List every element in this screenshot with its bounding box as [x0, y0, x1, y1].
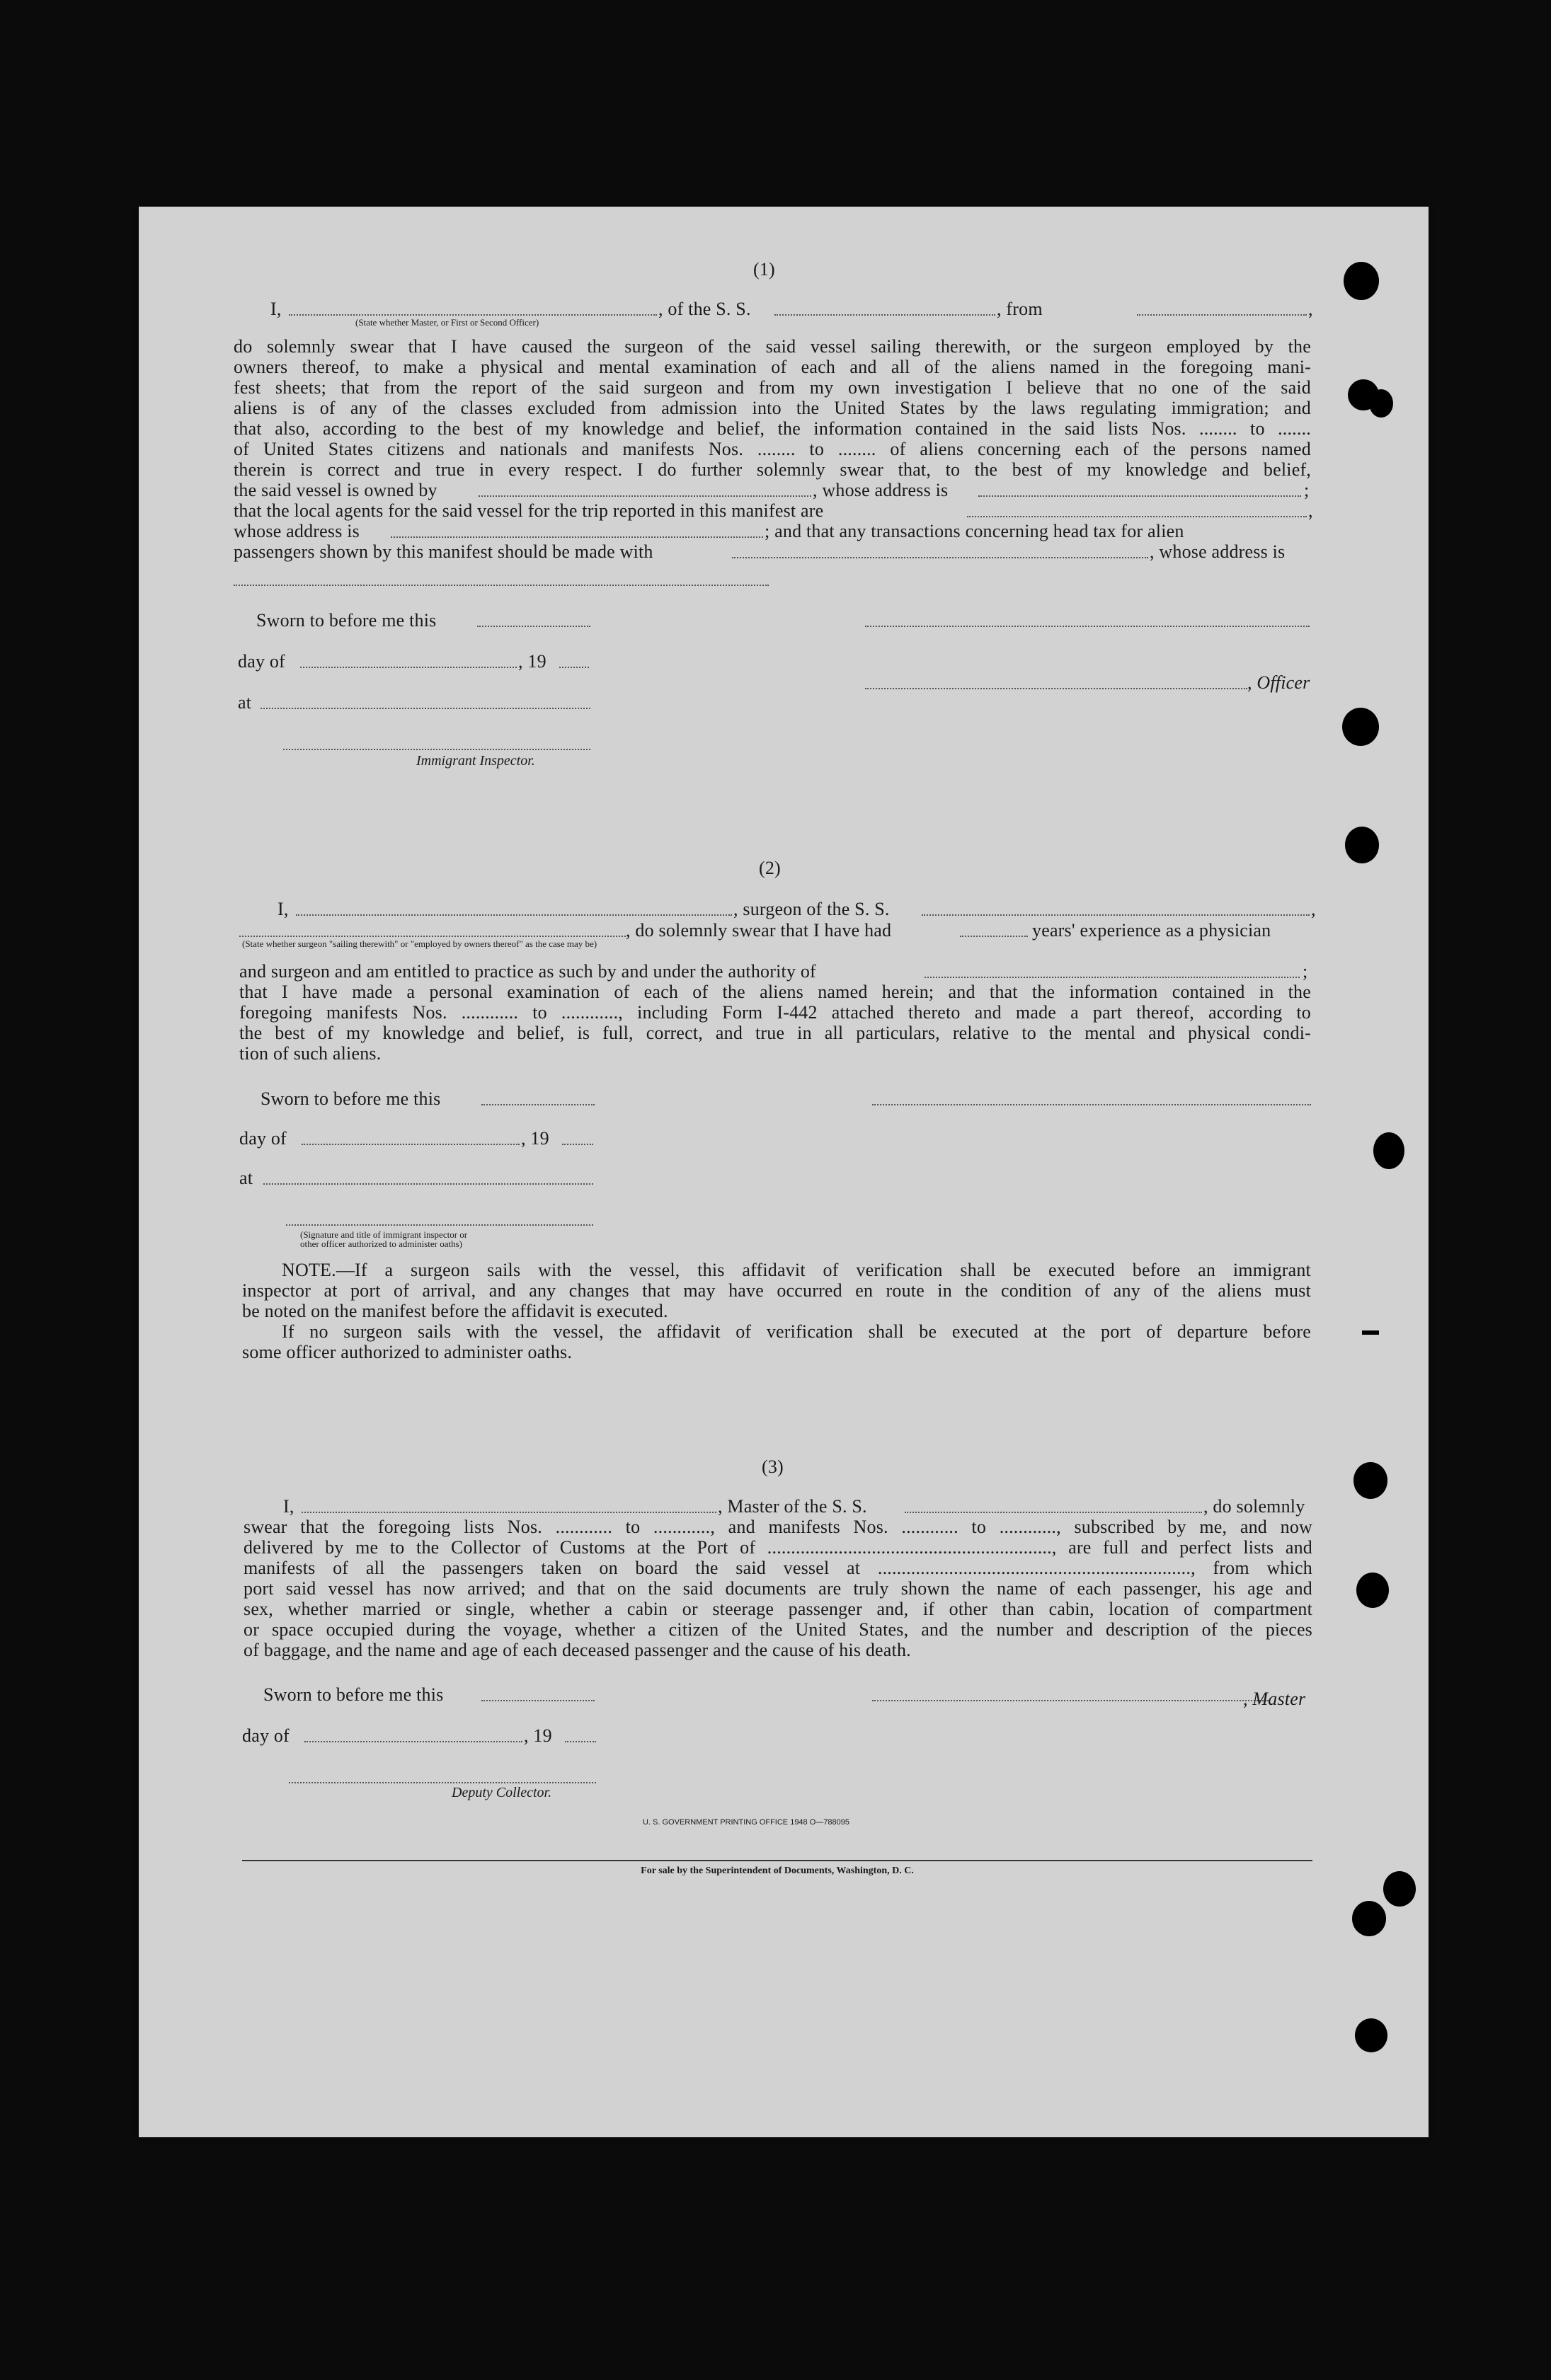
body-line: that also, according to the best of my knowledge and belief, the information contained in the said lists Nos. ........ to .......: [234, 418, 1311, 439]
note-line: some officer authorized to administer oaths.: [242, 1342, 573, 1362]
sworn-day-blank[interactable]: [477, 626, 590, 627]
semicolon-mark: ;: [1303, 961, 1308, 982]
gpo-imprint: U. S. GOVERNMENT PRINTING OFFICE 1948 O—788095: [643, 1818, 849, 1827]
at-label-2: at: [239, 1168, 253, 1188]
body-line: of United States citizens and nationals and manifests Nos. ........ to ........ of aliens concerning each of the persons named: [234, 439, 1311, 459]
punch-hole: [1373, 1132, 1404, 1169]
master-signature-blank[interactable]: [872, 1700, 1269, 1701]
authority-line: and surgeon and am entitled to practice as such by and under the authority of: [239, 961, 816, 982]
body-line: swear that the foregoing lists Nos. ............ to ............, and manifests Nos. ............ to ............, subscribed by me, and now: [244, 1517, 1312, 1537]
section-3-i-label: I,: [283, 1496, 294, 1517]
edge-mark: [1362, 1330, 1379, 1335]
section-3-body: [244, 1517, 1312, 1660]
sig-caption-1: (Signature and title of immigrant inspector or: [300, 1229, 468, 1240]
oath-officer-signature-blank[interactable]: [286, 1224, 593, 1226]
sale-notice: For sale by the Superintendent of Documents, Washington, D. C.: [641, 1866, 914, 1876]
note-line: If no surgeon sails with the vessel, the affidavit of verification shall be executed at the port of departure before: [282, 1321, 1311, 1342]
head-tax-label: ; and that any transactions concerning head tax for alien: [765, 521, 1184, 541]
sig-caption-2: other officer authorized to administer oaths): [300, 1238, 462, 1249]
month-blank-3[interactable]: [304, 1741, 522, 1742]
body-line: fest sheets; that from the report of the said surgeon and from my own investigation I believe that no one of the said: [234, 377, 1311, 398]
agents-blank[interactable]: [967, 516, 1307, 517]
section-1-body: [234, 336, 1311, 480]
punch-hole: [1344, 262, 1379, 300]
body-line: tion of such aliens.: [239, 1043, 382, 1064]
punch-hole: [1353, 1462, 1387, 1499]
do-solemnly-label: , do solemnly: [1203, 1496, 1305, 1517]
swear-label: , do solemnly swear that I have had: [626, 920, 892, 941]
body-line: the best of my knowledge and belief, is full, correct, and true in all particulars, relative to the mental and physical condi-: [239, 1023, 1311, 1043]
at-label: at: [238, 692, 252, 713]
body-line: aliens is of any of the classes excluded from admission into the United States by the laws regulating immigration; and: [234, 398, 1311, 418]
year-blank-3[interactable]: [565, 1741, 596, 1742]
sworn-day-blank-3[interactable]: [481, 1700, 595, 1701]
section-1-number: (1): [753, 259, 775, 280]
inspector-signature-blank[interactable]: [283, 749, 590, 750]
body-line: sex, whether married or single, whether a cabin or steerage passenger and, if other than cabin, location of compartment: [244, 1599, 1312, 1619]
month-blank[interactable]: [300, 667, 517, 668]
master-of-label: , Master of the S. S.: [718, 1496, 867, 1517]
form-page: [139, 207, 1429, 2137]
punch-hole: [1356, 1573, 1389, 1608]
owner-blank[interactable]: [479, 495, 811, 497]
master-vessel-blank[interactable]: [905, 1512, 1202, 1513]
years-label: years' experience as a physician: [1032, 920, 1271, 941]
head-tax-party-blank[interactable]: [732, 557, 1148, 558]
from-label: , from: [997, 299, 1043, 319]
year-blank-2[interactable]: [562, 1144, 593, 1145]
master-name-blank[interactable]: [302, 1512, 716, 1513]
passengers-label: passengers shown by this manifest should be made with: [234, 541, 653, 562]
place-blank-2[interactable]: [263, 1183, 593, 1185]
punch-hole: [1352, 1901, 1386, 1936]
surgeon-caption: (State whether surgeon "sailing therewith" or "employed by owners thereof" as the case may be): [242, 938, 597, 949]
vessel-name-blank[interactable]: [774, 314, 995, 316]
note-line: inspector at port of arrival, and any changes that may have occurred en route in the condition of any of the aliens must: [242, 1280, 1311, 1301]
body-line: foregoing manifests Nos. ............ to ............, including Form I-442 attached thereto and made a part thereof, according to: [239, 1002, 1311, 1023]
agents-address-blank[interactable]: [391, 536, 763, 538]
surgeon-status-blank[interactable]: [239, 936, 626, 937]
section-2-i-label: I,: [277, 899, 289, 919]
title-blank[interactable]: [289, 314, 657, 316]
whose-address-label: , whose address is: [813, 480, 949, 500]
whose-address-is-label: whose address is: [234, 521, 360, 541]
day-of-label-3: day of: [242, 1725, 290, 1746]
surgeon-vessel-blank[interactable]: [922, 914, 1310, 916]
collector-signature-blank[interactable]: [289, 1782, 596, 1783]
surgeon-name-blank[interactable]: [296, 914, 732, 916]
signature-blank[interactable]: [865, 626, 1310, 627]
year-label-2: , 19: [521, 1128, 549, 1149]
punch-hole: [1383, 1871, 1416, 1907]
sworn-label: Sworn to before me this: [256, 610, 437, 631]
years-blank[interactable]: [960, 936, 1028, 937]
comma-mark: ,: [1308, 500, 1313, 521]
whose-address-end-label: , whose address is: [1150, 541, 1286, 562]
officer-label: , Officer: [1247, 672, 1310, 693]
head-tax-address-blank[interactable]: [234, 585, 769, 586]
year-label-3: , 19: [524, 1725, 552, 1746]
note-line: be noted on the manifest before the affidavit is executed.: [242, 1301, 668, 1321]
punch-hole: [1355, 2018, 1387, 2052]
footer-rule: [242, 1860, 1312, 1861]
punch-hole: [1345, 827, 1379, 863]
from-port-blank[interactable]: [1137, 314, 1307, 316]
body-line: owners thereof, to make a physical and mental examination of each and all of the aliens named in the foregoing mani-: [234, 357, 1311, 377]
sworn-label-3: Sworn to before me this: [263, 1684, 444, 1705]
surgeon-signature-blank[interactable]: [872, 1104, 1311, 1105]
section-3-number: (3): [762, 1456, 784, 1477]
punch-hole: [1342, 708, 1379, 746]
semicolon-mark: ;: [1304, 480, 1310, 500]
officer-name-blank[interactable]: [865, 688, 1247, 689]
body-line: therein is correct and true in every respect. I do further solemnly swear that, to the best of my knowledge and belief,: [234, 459, 1311, 480]
month-blank-2[interactable]: [302, 1144, 520, 1145]
note-block: [242, 1260, 1311, 1362]
agents-label: that the local agents for the said vessel for the trip reported in this manifest are: [234, 500, 824, 521]
sworn-label-2: Sworn to before me this: [261, 1088, 441, 1109]
section-2-number: (2): [759, 858, 781, 878]
section-1-i-label: I,: [270, 299, 282, 319]
body-line: of baggage, and the name and age of each deceased passenger and the cause of his death.: [244, 1640, 911, 1660]
punch-hole: [1369, 389, 1393, 418]
body-line: delivered by me to the Collector of Customs at the Port of ............................................................, are full and perfect lists and: [244, 1537, 1312, 1558]
day-of-label: day of: [238, 651, 285, 672]
sworn-day-blank-2[interactable]: [481, 1104, 595, 1105]
surgeon-of-label: , surgeon of the S. S.: [733, 899, 890, 919]
master-label: , Master: [1243, 1689, 1306, 1709]
inspector-caption: Immigrant Inspector.: [416, 753, 535, 769]
comma-mark: ,: [1311, 899, 1316, 919]
body-line: or space occupied during the voyage, whether a citizen of the United States, and the number and description of the pieces: [244, 1619, 1312, 1640]
section-2-body: [239, 982, 1311, 1064]
body-line: that I have made a personal examination of each of the aliens named herein; and that the information contained in the: [239, 982, 1311, 1002]
deputy-caption: Deputy Collector.: [452, 1785, 552, 1800]
owner-address-blank[interactable]: [978, 495, 1301, 497]
title-caption: (State whether Master, or First or Second Officer): [355, 317, 539, 328]
authority-blank[interactable]: [925, 977, 1300, 978]
year-blank[interactable]: [559, 667, 589, 668]
of-ss-label: , of the S. S.: [658, 299, 751, 319]
body-line: do solemnly swear that I have caused the surgeon of the said vessel sailing therewith, or the surgeon employed by the: [234, 336, 1311, 357]
place-blank[interactable]: [261, 708, 590, 709]
body-line: port said vessel has now arrived; and that on the said documents are truly shown the name of each passenger, his age and: [244, 1578, 1312, 1599]
note-line: NOTE.—If a surgeon sails with the vessel, this affidavit of verification shall be executed before an immigrant: [282, 1260, 1311, 1280]
body-line: manifests of all the passengers taken on board the said vessel at .................................................................., from which: [244, 1558, 1312, 1578]
owned-by-label: the said vessel is owned by: [234, 480, 437, 500]
year-label: , 19: [518, 651, 546, 672]
day-of-label-2: day of: [239, 1128, 287, 1149]
comma-mark: ,: [1308, 299, 1313, 319]
